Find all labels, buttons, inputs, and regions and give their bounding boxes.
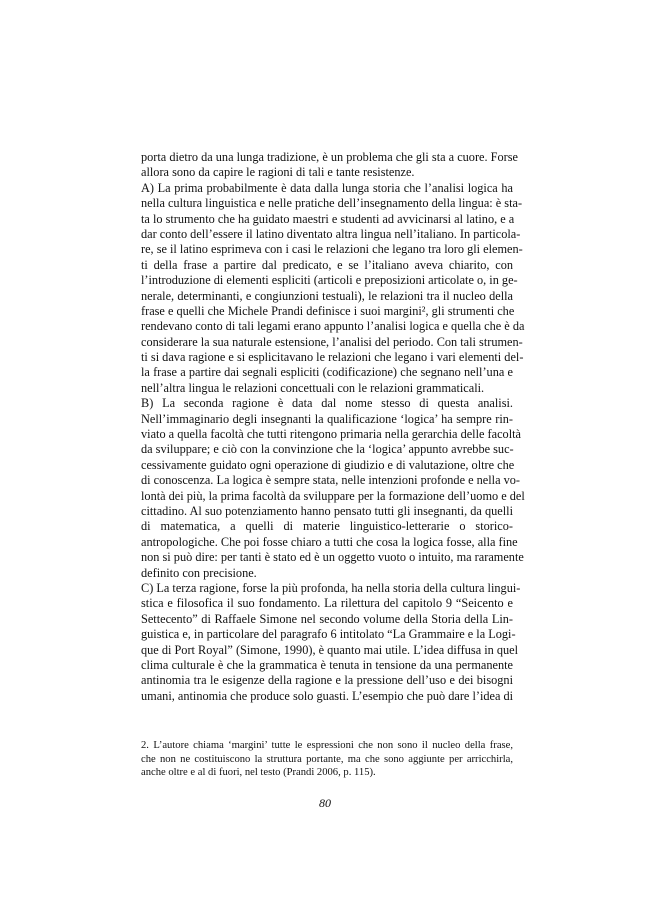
body-line: cittadino. Al suo potenziamento hanno pensato tutti gli insegnanti, da quelli [141, 503, 513, 518]
body-line: antropologiche. Che poi fosse chiaro a tutti che cosa la logica fosse, alla fine [141, 534, 518, 549]
footnote-line: che non ne costituiscono la struttura portante, ma che sono aggiunte per arricchirla, [141, 753, 513, 765]
body-line: di matematica, a quelli di materie linguistico-letterarie o storico- [141, 519, 513, 534]
body-line: umani, antinomia che produce solo guasti. L’esempio che può dare l’idea di [141, 688, 514, 703]
body-line: antinomia tra le esigenze della ragione e la pressione dell’uso e dei bisogni [141, 673, 513, 688]
body-line: ti della frase a partire dal predicato, e se l’italiano aveva chiarito, con [141, 257, 513, 272]
body-line: A) La prima probabilmente è data dalla lunga storia che l’analisi logica ha [141, 180, 513, 195]
body-line: Settecento” di Raffaele Simone nel secondo volume della Storia della Lin- [141, 611, 513, 626]
body-line: la frase a partire dai segnali espliciti (codificazione) che segnano nell’una e [141, 365, 513, 380]
footnote-line: anche oltre e al di fuori, nel testo (Prandi 2006, p. 115). [141, 767, 376, 779]
body-line: re, se il latino esprimeva con i casi le relazioni che legano tra loro gli elemen- [141, 242, 523, 257]
footnote [141, 739, 513, 780]
body-line: Nell’immaginario degli insegnanti la qualificazione ‘logica’ ha sempre rin- [141, 411, 513, 426]
body-line: cessivamente guidato ogni operazione di giudizio e di valutazione, oltre che [141, 457, 515, 472]
body-line: C) La terza ragione, forse la più profonda, ha nella storia della cultura lingui- [141, 580, 521, 595]
body-line: lontà dei più, la prima facoltà da sviluppare per la formazione dell’uomo e del [141, 488, 525, 503]
body-line: nella cultura linguistica e nelle pratiche dell’insegnamento della lingua: è sta- [141, 196, 523, 211]
body-line: nerale, determinanti, e congiunzioni testuali), le relazioni tra il nucleo della [141, 288, 513, 303]
body-line: clima culturale è che la grammatica è tenuta in tensione da una permanente [141, 657, 513, 672]
body-line: nell’altra lingua le relazioni concettuali con le relazioni grammaticali. [141, 380, 485, 395]
body-line: dar conto dell’essere il latino diventato altra lingua nell’italiano. In particola- [141, 226, 521, 241]
body-text [141, 150, 525, 704]
page-number: 80 [319, 796, 331, 810]
body-line: ti si dava ragione e si esplicitavano le relazioni che legano i vari elementi del- [141, 350, 524, 365]
body-line: porta dietro da una lunga tradizione, è un problema che gli sta a cuore. Forse [141, 150, 518, 164]
footnote-line: 2. L’autore chiama ‘margini’ tutte le espressioni che non sono il nucleo della frase, [141, 740, 513, 751]
body-line: guistica e, in particolare del paragrafo 6 intitolato “La Grammaire e la Logi- [141, 627, 516, 642]
body-line: definito con precisione. [141, 565, 257, 580]
body-line: considerare la sua naturale estensione, l’analisi del periodo. Con tali strumen- [141, 334, 523, 349]
body-line: rendevano conto di tali legami erano appunto l’analisi logica e quella che è da [141, 319, 525, 334]
body-line: non si può dire: per tanti è stato ed è un oggetto vuoto o intuito, ma raramente [141, 550, 524, 565]
body-line: stica e filosofica il suo fondamento. La rilettura del capitolo 9 “Seicento e [141, 596, 513, 611]
body-line: allora sono da capire le ragioni di tali e tante resistenze. [141, 165, 415, 180]
body-line: que di Port Royal” (Simone, 1990), è quanto mai utile. L’idea diffusa in quel [141, 642, 519, 657]
body-line: da sviluppare; e ciò con la convinzione che la ‘logica’ appunto avrebbe suc- [141, 442, 514, 457]
body-line: frase e quelli che Michele Prandi definisce i suoi margini², gli strumenti che [141, 303, 515, 318]
body-line: viato a quella facoltà che tutti ritengono primaria nella gerarchia delle facoltà [141, 427, 521, 442]
body-line: ta lo strumento che ha guidato maestri e studenti ad avvicinarsi al latino, e a [141, 211, 515, 226]
body-line: B) La seconda ragione è data dal nome stesso di questa analisi. [141, 396, 513, 411]
body-line: di conoscenza. La logica è sempre stata, nelle intenzioni profonde e nella vo- [141, 473, 520, 488]
body-line: l’introduzione di elementi espliciti (articoli e preposizioni articolate o, in ge- [141, 273, 518, 288]
